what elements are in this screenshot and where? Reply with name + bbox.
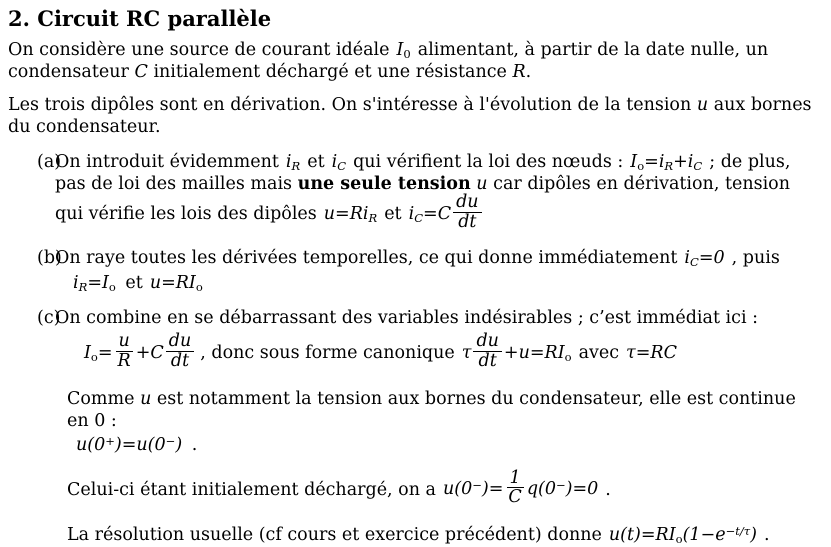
item-c-formula-line [80, 330, 821, 373]
fraction-denominator: dt [478, 350, 497, 371]
fraction-du-dt [453, 193, 481, 232]
math-base: τ=RC [626, 342, 677, 363]
math-ohm-law [324, 204, 377, 224]
math-subscript: R [291, 159, 301, 174]
list-marker-a: (a) [37, 152, 62, 172]
math-subscript: C [693, 159, 703, 174]
text-run: . [525, 62, 532, 82]
math-base: ) [175, 434, 183, 455]
text-run: Les trois dipôles sont en dérivation. On s'intéresse à l'évolution de la tension [8, 95, 692, 115]
list-item-a-body [55, 151, 821, 234]
fraction-numerator: du [473, 332, 501, 352]
math-subscript: R [78, 280, 88, 294]
math-subscript: o [108, 280, 116, 294]
math-subscript: o [195, 280, 203, 294]
math-base: I [668, 525, 676, 546]
bold-phrase: une seule tension [297, 174, 471, 194]
math-base: +u=RI [503, 342, 565, 363]
math-iR-I0 [73, 273, 116, 293]
math-initial-condition [443, 467, 599, 508]
text-run: , donc sous forme canonique [200, 342, 455, 363]
text-run: avec [578, 342, 620, 363]
list-marker-b: (b) [37, 247, 62, 268]
math-subscript: C [690, 255, 699, 269]
math-base: i [331, 152, 338, 172]
math-base: =0 [698, 247, 725, 268]
fraction-numerator: u [116, 332, 133, 352]
var-R: R [512, 62, 526, 82]
var-u: u [696, 95, 709, 115]
text-run: . [605, 479, 611, 500]
text-run: . [191, 434, 198, 455]
math-superscript: − [555, 478, 566, 493]
text-run: et [125, 272, 143, 293]
math-subscript: o [90, 349, 98, 364]
text-run: car dipôles en dérivation, tension qui vérifie les lois des dipôles [55, 174, 790, 224]
continuity-formula-line [72, 434, 821, 456]
fraction-denominator: dt [458, 211, 477, 232]
section-title: 2. Circuit RC parallèle [8, 6, 272, 31]
list-item-a [8, 151, 821, 234]
fraction-numerator: du [453, 193, 481, 213]
math-subscript: C [414, 211, 424, 226]
list-item-b [8, 247, 821, 294]
text-run: On introduit évidemment [55, 152, 279, 172]
math-base: =C [423, 203, 452, 224]
math-canonical-form [461, 330, 572, 371]
text-run: initialement déchargé et une résistance [153, 62, 507, 82]
text-run: et [307, 152, 325, 172]
math-subscript: o [637, 159, 645, 174]
math-tau-RC [626, 343, 677, 363]
text-run: Comme [67, 388, 135, 409]
list-marker-c: (c) [37, 307, 61, 328]
text-run: , puis [731, 247, 780, 268]
math-capacitor-law [408, 192, 484, 232]
fraction-u-R [115, 332, 134, 371]
math-subscript: R [664, 159, 674, 174]
math-superscript: + [105, 433, 115, 448]
math-base: )= [481, 479, 504, 500]
math-continuity [76, 435, 182, 455]
text-run: ; de plus, pas de loi des mailles mais [55, 152, 791, 194]
text-run: On raye toutes les dérivées temporelles, ce qui donne immédiatement [55, 247, 678, 268]
text-run: La résolution usuelle (cf cours et exercice précédent) donne [67, 525, 602, 546]
var-u: u [476, 174, 488, 194]
math-subscript: 0 [403, 47, 411, 62]
fraction-du-dt [473, 332, 501, 371]
math-subscript: R [368, 211, 378, 226]
list-item-c-body [55, 307, 821, 547]
math-node-law [630, 152, 702, 172]
math-base: +C [135, 342, 164, 363]
math-base: =I [87, 272, 109, 293]
var-C: C [134, 62, 148, 82]
fraction-numerator: du [166, 332, 194, 352]
c-paragraph-initial-condition [67, 467, 821, 510]
text-run: et [384, 203, 402, 224]
intro-paragraph-1 [8, 39, 821, 83]
math-base: )=u(0 [114, 434, 166, 455]
text-run: qui vérifient la loi des nœuds : [353, 152, 624, 172]
text-run: Celui-ci étant initialement déchargé, on a [67, 479, 436, 500]
fraction-du-dt [166, 332, 194, 371]
fraction-numerator: 1 [507, 469, 524, 489]
fraction-denominator: R [117, 350, 131, 371]
math-base: i [408, 203, 415, 224]
text-run: aux bornes du condensateur. [8, 95, 812, 137]
math-node-equation [84, 330, 196, 371]
math-base: I [396, 40, 404, 60]
math-solution [609, 525, 757, 545]
math-base: τ [461, 342, 472, 363]
math-base: u(t)=R [608, 525, 669, 546]
math-base: +i [673, 152, 694, 172]
text-run: On considère une source de courant idéale [8, 40, 390, 60]
math-iC-zero [684, 248, 724, 268]
math-base: u=Ri [323, 203, 369, 224]
text-run: . [763, 525, 770, 546]
math-base: = [97, 342, 113, 363]
math-base: u(0 [443, 479, 473, 500]
intro-paragraph-2 [8, 94, 821, 138]
math-base: i [684, 247, 690, 268]
math-base: =i [644, 152, 665, 172]
math-base: u(0 [76, 434, 106, 455]
math-base: i [73, 272, 79, 293]
math-base: I [84, 342, 91, 363]
math-base: q(0 [526, 479, 556, 500]
math-base: I [630, 152, 638, 172]
text-run: On combine en se débarrassant des variables indésirables ; c’est immédiat ici : [55, 307, 759, 328]
math-base: )=0 [565, 479, 599, 500]
text-run: est notamment la tension aux bornes du condensateur, elle est continue en 0 : [67, 388, 796, 431]
math-subscript: o [675, 532, 683, 547]
math-superscript: − [472, 478, 482, 493]
math-iC [332, 152, 346, 172]
math-base: i [285, 152, 292, 172]
math-I0 [396, 40, 410, 60]
math-base: (1−e [682, 525, 726, 546]
math-superscript: −t/τ [725, 524, 751, 539]
fraction-denominator: dt [170, 350, 190, 371]
list-item-b-body [55, 247, 821, 294]
math-superscript: − [165, 433, 176, 448]
fraction-1-C [505, 469, 524, 508]
c-paragraph-continuity [67, 388, 821, 456]
c-paragraph-solution [67, 524, 821, 546]
math-subscript: C [337, 159, 347, 174]
math-subscript: o [564, 349, 572, 364]
fraction-denominator: C [508, 487, 522, 508]
item-b-formula-line [69, 272, 821, 294]
math-u-RI0 [150, 273, 203, 293]
math-base: ) [750, 525, 757, 546]
var-u: u [140, 388, 152, 409]
list-item-c [8, 307, 821, 547]
math-base: u=RI [149, 272, 196, 293]
text-run: alimentant, à partir de la date nulle, un condensateur [8, 40, 769, 82]
math-iR [286, 152, 300, 172]
